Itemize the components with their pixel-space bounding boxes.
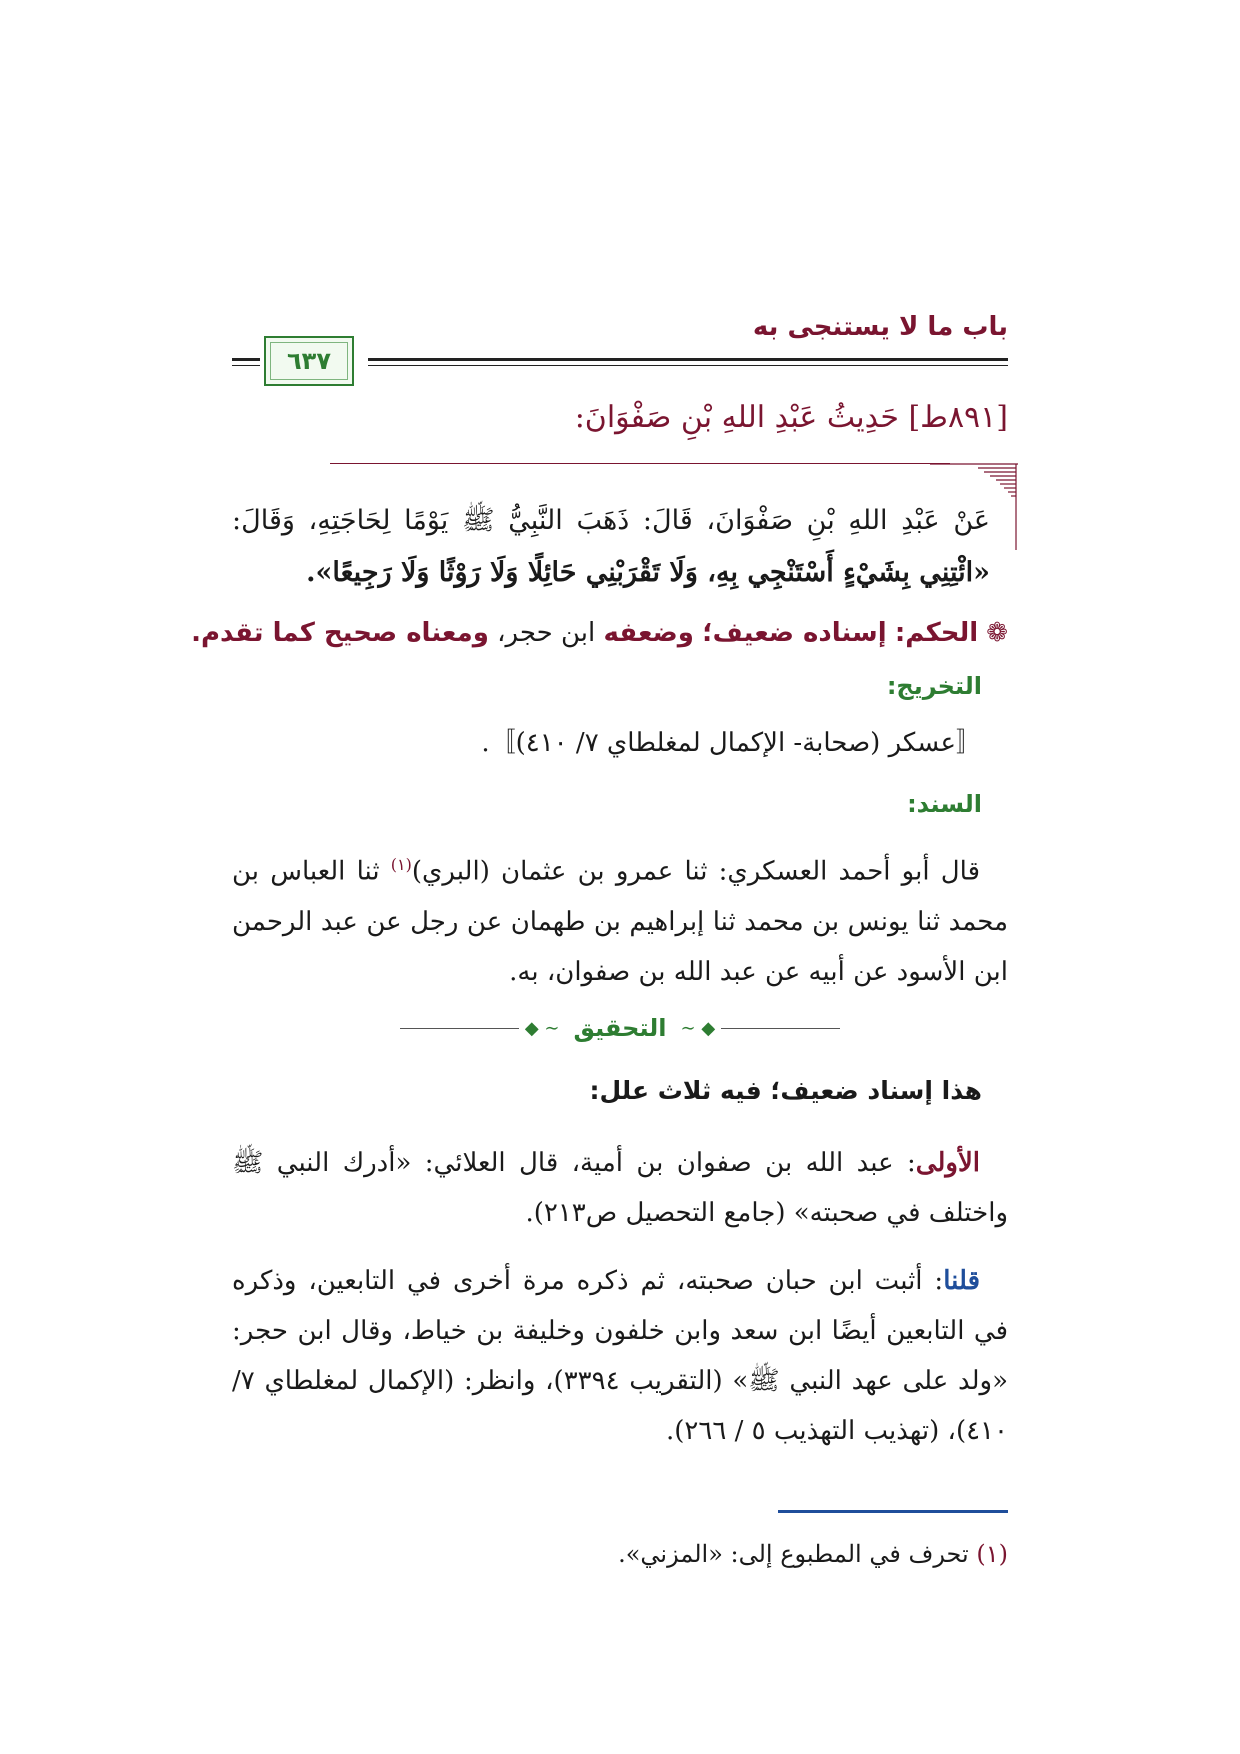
verdict-part4: ومعناه صحيح كما تقدم. (191, 618, 489, 648)
footnote-text: تحرف في المطبوع إلى: «المزني». (618, 1540, 977, 1568)
verdict-part2: وضعفه (603, 618, 694, 648)
divider-line-left (400, 1028, 519, 1029)
header-rule-left (232, 358, 260, 361)
verdict-label: الحكم: (894, 618, 979, 648)
hadith-quote: «ائْتِنِي بِشَيْءٍ أَسْتَنْجِي بِهِ، وَلَا تَقْرَبْنِي حَائِلًا وَلَا رَوْثًا وَلَا رَجِيعًا». (306, 557, 990, 588)
flower-icon: ❁ (986, 618, 1008, 648)
header-rule-left-thin (232, 365, 260, 366)
running-title: باب ما لا يستنجى به (752, 312, 1008, 342)
page-number (264, 336, 354, 386)
first-defect (232, 1138, 1008, 1238)
hadith-text (232, 495, 990, 599)
sanad-text-a: قال أبو أحمد العسكري: ثنا عمرو بن عثمان (البري) (411, 856, 980, 887)
first-lead: الأولى (915, 1148, 980, 1178)
hadith-heading: [٨٩١ط] حَدِيثُ عَبْدِ اللهِ بْنِ صَفْوَانَ: (574, 400, 1008, 435)
verdict-part3: ابن حجر، (497, 618, 596, 648)
divider-line-right (721, 1028, 840, 1029)
verdict-line (191, 618, 1008, 648)
takhrij-label: التخريج: (886, 672, 982, 700)
curl-ornament-icon: ◆ ∽ (680, 1017, 716, 1039)
footnote (618, 1540, 1008, 1568)
curl-ornament-icon: ∽ ◆ (524, 1017, 560, 1039)
qulna-lead: قلنا (943, 1266, 980, 1296)
tahqiq-divider (400, 1013, 840, 1043)
header-rule (368, 358, 1008, 361)
sanad-label: السند: (907, 790, 982, 818)
sanad-text-b: ثنا العباس بن محمد ثنا يونس بن محمد ثنا إبراهيم بن طهمان عن رجل عن عبد الرحمن ابن الأسود عن أبيه عن عبد الله بن صفوان، به. (232, 856, 1008, 987)
footnote-rule (778, 1510, 1008, 1513)
tahqiq-label: التحقيق (573, 1014, 667, 1042)
page-number-text: ٦٣٧ (287, 347, 331, 375)
takhrij-text: 〚عسكر (صحابة- الإكمال لمغلطاي ٧/ ٤١٠)〛. (481, 728, 982, 758)
header-rule-thin (368, 365, 1008, 366)
qulna-paragraph (232, 1256, 1008, 1456)
first-text: : عبد الله بن صفوان بن أمية، قال العلائي: «أدرك النبي ﷺ واختلف في صحبته» (جامع التحصيل ص٢١٣). (232, 1148, 1008, 1228)
sanad-text (232, 840, 1008, 997)
tahqiq-intro: هذا إسناد ضعيف؛ فيه ثلاث علل: (589, 1076, 982, 1105)
footnote-ref: (١) (390, 855, 412, 874)
verdict-part1: إسناده ضعيف؛ (702, 618, 887, 648)
hadith-intro: عَنْ عَبْدِ اللهِ بْنِ صَفْوَانَ، قَالَ: ذَهَبَ النَّبِيُّ ﷺ يَوْمًا لِحَاجَتِهِ، وَقَالَ: (232, 505, 990, 536)
footnote-number: (١) (976, 1540, 1008, 1568)
qulna-text: : أثبت ابن حبان صحبته، ثم ذكره مرة أخرى في التابعين، وذكره في التابعين أيضًا ابن سعد وابن خلفون وخليفة بن خياط، وقال ابن حجر: «ولد على عهد النبي ﷺ» (التقريب ٣٣٩٤)، وانظر: (الإكمال لمغلطاي ٧/ ٤١٠)، (تهذيب التهذيب ٥ / ٢٦٦). (232, 1266, 1008, 1446)
heading-underline (330, 463, 950, 464)
